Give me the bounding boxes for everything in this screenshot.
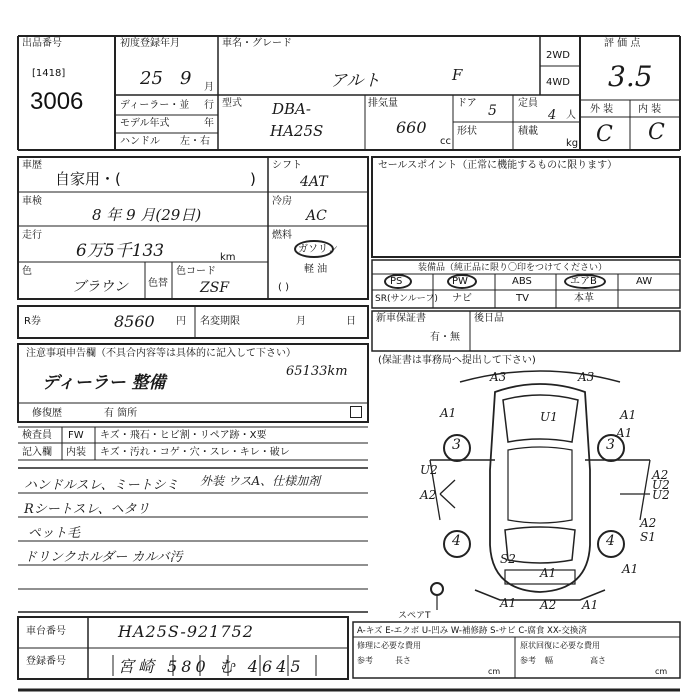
mark-a3-left: A3 — [490, 370, 507, 384]
type-label: 型式 — [222, 98, 242, 109]
notes-written-1: ディーラー 整備 — [42, 373, 166, 393]
history-close: ) — [250, 170, 256, 188]
load-unit: kg — [566, 138, 579, 149]
grade: F — [452, 66, 463, 84]
mark-u2-r2: U2 — [652, 488, 670, 502]
color-value: ブラウン — [72, 279, 128, 295]
inspection-value: 8 年 9 月(29日) — [92, 206, 202, 224]
mark-a1-fr: A1 — [620, 408, 637, 422]
first-reg-month: 9 — [180, 68, 192, 89]
drive-2wd: 2WD — [546, 50, 570, 61]
mark-4-rr: 4 — [606, 533, 615, 549]
warranty-label: 新車保証書 — [376, 313, 426, 324]
load-label: 積載 — [518, 126, 538, 137]
first-reg-unit: 月 — [204, 82, 214, 93]
equipment-label: 装備品（純正品に限り〇印をつけてください） — [418, 263, 608, 273]
fw-label: FW — [68, 430, 84, 441]
door-value: 5 — [488, 103, 497, 119]
spare-label: スペアT — [398, 611, 431, 621]
lot-number: 3006 — [30, 88, 84, 115]
mark-a2-r: A2 — [652, 468, 669, 482]
mark-a1-rr: A1 — [622, 562, 639, 576]
mark-3-fl: 3 — [452, 437, 461, 453]
mark-a1-fl: A1 — [440, 406, 457, 420]
cm-unit-2: cm — [655, 667, 668, 676]
mark-a2-rb: A2 — [540, 598, 557, 612]
fuel-other: ( ) — [278, 282, 289, 293]
fuel-label: 燃料 — [272, 230, 292, 241]
cc-value: 660 — [396, 118, 427, 137]
car-name-label: 車名・グレード — [222, 38, 292, 49]
fuel-gas-circle — [294, 240, 334, 258]
shift-label: シフト — [272, 160, 302, 171]
equip-ps-circle — [384, 274, 412, 289]
equip-leather: 本革 — [574, 293, 594, 304]
chassis-value: HA25S-921752 — [118, 622, 254, 641]
interior-label: 内 装 — [638, 104, 662, 115]
int-label: 内装 — [66, 447, 86, 458]
repair-value: 有 箇所 — [104, 408, 138, 419]
notes-label: 注意事項申告欄（不具合内容等は具体的に記入して下さい） — [26, 348, 296, 359]
lot-small: [1418] — [32, 68, 66, 79]
handle-label: ハンドル — [120, 136, 160, 147]
equip-airbag: エアB — [570, 276, 597, 287]
first-reg-year: 25 — [140, 68, 163, 89]
first-reg-label: 初度登録年月 — [120, 38, 180, 49]
recorder-label: 記入欄 — [22, 447, 52, 458]
expiry-label: 名変期限 — [200, 316, 240, 327]
history-value: 自家用・( — [55, 170, 121, 188]
equip-pw: PW — [452, 276, 468, 287]
capacity-unit: 人 — [566, 110, 576, 121]
mark-u1-hood: U1 — [540, 410, 558, 424]
cooler-value: AC — [306, 208, 327, 224]
repair-checkbox[interactable] — [350, 406, 362, 418]
spare-tire-icon — [430, 582, 444, 596]
mark-a1-trunk: A1 — [540, 566, 557, 580]
mark-u2-l: U2 — [420, 463, 438, 477]
inspection-label: 車検 — [22, 196, 42, 207]
mark-a1-rbr: A1 — [582, 598, 599, 612]
equip-tv: TV — [516, 293, 529, 304]
mark-4-rl: 4 — [452, 533, 461, 549]
mark-a2-rr: A2 — [640, 516, 657, 530]
chassis-label: 車台番号 — [26, 626, 66, 637]
mark-a1-rbl: A1 — [500, 596, 517, 610]
legend-2b: 原状回復に必要な費用 — [520, 641, 600, 650]
type-value-1: DBA- — [272, 100, 311, 118]
len-label: 長さ — [395, 656, 411, 665]
plate-label: 登録番号 — [26, 656, 66, 667]
dealer-unit: 行 — [204, 100, 214, 111]
cc-unit: cc — [440, 136, 451, 147]
mark-a3-right: A3 — [578, 370, 595, 384]
equip-aw: AW — [636, 276, 653, 287]
legend-2a: 修理に必要な費用 — [357, 641, 421, 650]
color-hue-label: 色替 — [148, 278, 168, 289]
fw-items: キズ・飛石・ヒビ割・リペア跡・X要 — [100, 430, 267, 441]
equip-pw-circle — [447, 274, 477, 289]
shift-value: 4AT — [300, 174, 328, 190]
score-label: 評 価 点 — [604, 38, 641, 49]
mileage-unit: km — [220, 252, 236, 263]
score: 3.5 — [608, 60, 653, 93]
interior-grade: C — [648, 120, 665, 145]
equip-ps: PS — [390, 276, 403, 287]
fuel-oil: 軽 油 — [304, 264, 328, 275]
exterior-grade: C — [596, 122, 613, 147]
mark-s2: S2 — [500, 552, 516, 566]
remarks-line-2: Rシートスレ、ヘタリ — [24, 502, 150, 517]
mark-3-fr: 3 — [606, 437, 615, 453]
mark-a1-fr2: A1 — [616, 426, 633, 440]
sales-point-label: セールスポイント（正常に機能するものに限ります） — [378, 160, 618, 171]
car-name: アルト — [330, 71, 381, 91]
drive-4wd: 4WD — [546, 77, 570, 88]
diagram-caption: (保証書は事務局へ提出して下さい) — [378, 355, 536, 366]
mileage-value: 6万5千133 — [76, 241, 165, 261]
repair-label: 修復歴 — [32, 408, 62, 419]
fuel-gas: ガソリン — [298, 244, 338, 255]
cc-label: 排気量 — [368, 98, 398, 109]
dealer-label: ディーラー・並 — [120, 100, 190, 111]
height-label: 高さ — [590, 656, 606, 665]
warranty-options: 有・無 — [430, 332, 460, 343]
inspector-label: 検査員 — [22, 430, 52, 441]
door-label: ドア — [457, 98, 477, 109]
remarks-line-3: ペット毛 — [28, 526, 81, 541]
equip-airbag-circle — [564, 274, 606, 289]
expiry-month: 月 — [296, 316, 306, 327]
equip-abs: ABS — [512, 276, 532, 287]
r-unit: 円 — [176, 316, 186, 327]
legend-3b: 参考 — [520, 656, 536, 665]
plate-value: 宮崎 580 む 4645 — [118, 657, 305, 676]
history-label: 車歴 — [22, 160, 42, 171]
remarks-line-4: ドリンクホルダー カルバ汚 — [24, 550, 183, 565]
type-value-2: HA25S — [270, 122, 324, 140]
r-value: 8560 — [114, 312, 155, 331]
notes-written-2: 65133km — [286, 364, 348, 379]
mark-u2-r: U2 — [652, 478, 670, 492]
int-items: キズ・汚れ・コゲ・穴・スレ・キレ・破レ — [100, 447, 290, 458]
shape-label: 形状 — [457, 126, 477, 137]
r-label: R券 — [24, 316, 41, 327]
legend-1: A-キズ E-エクボ U-凹み W-補修跡 S-サビ C-腐食 XX-交換済 — [357, 626, 587, 636]
expiry-day: 日 — [346, 316, 356, 327]
color-code-value: ZSF — [200, 280, 230, 296]
remarks-line-1: ハンドルスレ、ミートシミ — [24, 478, 179, 493]
lot-label: 出品番号 — [22, 38, 62, 49]
handle-options: 左・右 — [180, 136, 210, 147]
cm-unit-1: cm — [488, 667, 501, 676]
mark-s1: S1 — [640, 530, 656, 544]
after-label: 後日品 — [474, 313, 504, 324]
mileage-label: 走行 — [22, 230, 42, 241]
width-label: 幅 — [545, 656, 553, 665]
cooler-label: 冷房 — [272, 196, 292, 207]
equip-sr: SR(サンルーフ) — [375, 294, 438, 304]
model-year-label: モデル年式 — [120, 118, 170, 129]
equip-navi: ナビ — [452, 293, 472, 304]
legend-3a: 参考 — [357, 656, 373, 665]
remarks-line-1b: 外装 ウスA、仕様加剤 — [200, 474, 321, 488]
model-year-unit: 年 — [204, 118, 214, 129]
exterior-label: 外 装 — [590, 104, 614, 115]
capacity-label: 定員 — [518, 98, 538, 109]
color-label: 色 — [22, 266, 32, 277]
color-code-label: 色コード — [176, 266, 216, 277]
capacity-value: 4 — [548, 108, 557, 123]
mark-a2-l: A2 — [420, 488, 437, 502]
